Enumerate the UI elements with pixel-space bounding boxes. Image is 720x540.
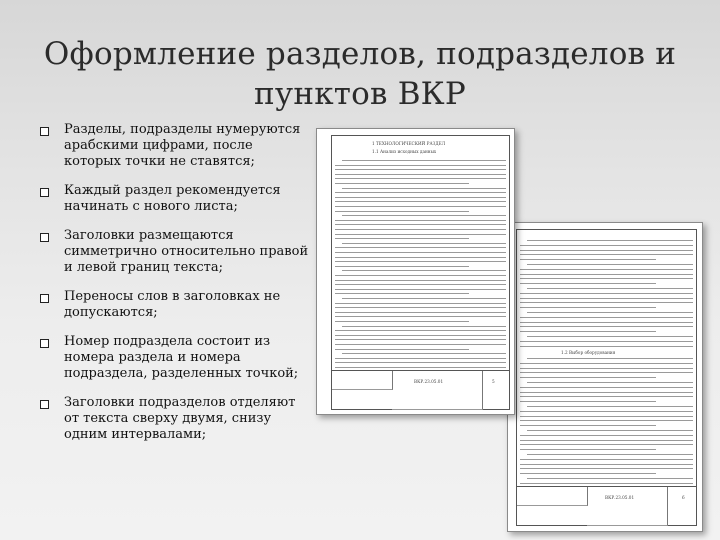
text-line xyxy=(335,197,506,198)
text-line xyxy=(527,454,693,455)
stamp-code: ВКР.23.05.01 xyxy=(414,379,444,384)
text-line xyxy=(335,293,469,294)
text-line xyxy=(335,344,506,345)
text-line xyxy=(335,349,469,350)
page-heading: 1 ТЕХНОЛОГИЧЕСКИЙ РАЗДЕЛ xyxy=(372,141,446,146)
document-page-front xyxy=(316,128,515,415)
text-line xyxy=(342,326,506,327)
text-line xyxy=(520,269,693,270)
square-bullet-icon xyxy=(40,294,49,303)
text-line xyxy=(527,430,693,431)
text-line xyxy=(520,396,693,397)
square-bullet-icon xyxy=(40,188,49,197)
text-line xyxy=(520,331,656,332)
text-line xyxy=(342,188,506,189)
text-line xyxy=(335,234,506,235)
text-line xyxy=(520,411,693,412)
text-line xyxy=(520,298,693,299)
text-line xyxy=(520,483,693,484)
text-line xyxy=(335,257,506,258)
text-line xyxy=(520,245,693,246)
text-line xyxy=(335,266,469,267)
text-line xyxy=(335,280,506,281)
text-line xyxy=(520,440,693,441)
text-line xyxy=(335,367,506,368)
text-line xyxy=(335,339,506,340)
text-line xyxy=(335,335,506,336)
bullet-text: Номер подраздела состоит из номера раздела и номера подраздела, разделенных точкой; xyxy=(64,334,299,381)
text-line xyxy=(520,468,693,469)
text-line xyxy=(520,372,693,373)
text-line xyxy=(527,478,693,479)
text-line xyxy=(527,406,693,407)
text-line xyxy=(527,358,693,359)
bullet-item xyxy=(40,395,310,443)
bullet-item xyxy=(40,228,310,276)
stamp-cell xyxy=(392,371,483,410)
text-line xyxy=(520,307,656,308)
text-line xyxy=(335,303,506,304)
text-line xyxy=(335,330,506,331)
text-line xyxy=(342,215,506,216)
text-line xyxy=(520,368,693,369)
text-line xyxy=(335,284,506,285)
text-line xyxy=(520,302,693,303)
square-bullet-icon xyxy=(40,339,49,348)
stamp-cell xyxy=(332,371,393,390)
text-line xyxy=(520,473,656,474)
bullet-item xyxy=(40,122,310,170)
stamp-sheet-number: 6 xyxy=(682,495,685,500)
text-line xyxy=(520,346,693,347)
text-line xyxy=(335,307,506,308)
text-line xyxy=(335,165,506,166)
text-line xyxy=(335,183,469,184)
text-line xyxy=(335,275,506,276)
text-line xyxy=(520,363,693,364)
text-line xyxy=(520,459,693,460)
bullet-item xyxy=(40,289,310,321)
text-line xyxy=(342,160,506,161)
title-block xyxy=(517,486,696,525)
text-line xyxy=(335,211,469,212)
text-line xyxy=(335,174,506,175)
bullet-item xyxy=(40,183,310,215)
text-line xyxy=(527,336,693,337)
square-bullet-icon xyxy=(40,233,49,242)
text-line xyxy=(335,362,506,363)
text-line xyxy=(335,289,506,290)
text-line xyxy=(520,377,656,378)
text-line xyxy=(520,392,693,393)
text-line xyxy=(520,401,656,402)
page-frame xyxy=(331,135,510,410)
text-line xyxy=(335,224,506,225)
bullet-text: Заголовки размещаются симметрично относительно правой и левой границ текста; xyxy=(64,228,309,275)
text-line xyxy=(335,206,506,207)
text-line xyxy=(335,220,506,221)
text-line xyxy=(335,229,506,230)
bullet-list xyxy=(40,122,310,456)
bullet-text: Заголовки подразделов отделяют от текста сверху двумя, снизу одним интервалами; xyxy=(64,395,296,442)
text-line xyxy=(520,317,693,318)
text-line xyxy=(520,254,693,255)
text-line xyxy=(335,247,506,248)
stamp-cell xyxy=(587,487,668,526)
bullet-item xyxy=(40,334,310,382)
text-line xyxy=(335,169,506,170)
text-line xyxy=(520,293,693,294)
text-line xyxy=(527,288,693,289)
square-bullet-icon xyxy=(40,127,49,136)
stamp-cell xyxy=(517,487,588,506)
title-block xyxy=(332,370,509,409)
stamp-code: ВКР.23.05.01 xyxy=(605,495,635,500)
text-line xyxy=(527,312,693,313)
text-line xyxy=(335,201,506,202)
text-line xyxy=(520,444,693,445)
text-line xyxy=(520,341,693,342)
bullet-text: Каждый раздел рекомендуется начинать с нового листа; xyxy=(64,183,281,214)
text-line xyxy=(520,326,693,327)
text-line xyxy=(342,243,506,244)
text-line xyxy=(520,387,693,388)
text-line xyxy=(335,252,506,253)
text-line xyxy=(520,420,693,421)
text-line xyxy=(520,250,693,251)
text-line xyxy=(335,312,506,313)
text-line xyxy=(335,321,469,322)
text-line xyxy=(342,298,506,299)
text-line xyxy=(342,270,506,271)
text-line xyxy=(520,425,656,426)
text-line xyxy=(527,264,693,265)
page-frame xyxy=(516,229,697,526)
text-line xyxy=(520,322,693,323)
slide-title: Оформление разделов, подразделов и пунктов ВКР xyxy=(43,36,677,112)
text-line xyxy=(335,178,506,179)
bullet-text: Переносы слов в заголовках не допускаются; xyxy=(64,289,281,320)
bullet-text: Разделы, подразделы нумеруются арабскими цифрами, после которых точки не ставятся; xyxy=(64,122,301,169)
document-page-back xyxy=(507,222,703,532)
text-line xyxy=(520,274,693,275)
text-line xyxy=(520,259,656,260)
page-subheading: 1.1 Анализ исходных данных xyxy=(372,149,437,154)
text-line xyxy=(520,283,656,284)
text-line xyxy=(520,278,693,279)
text-line xyxy=(520,416,693,417)
square-bullet-icon xyxy=(40,400,49,409)
text-line xyxy=(335,316,506,317)
text-line xyxy=(527,240,693,241)
stamp-sheet-number: 5 xyxy=(492,379,495,384)
text-line xyxy=(335,238,469,239)
text-line xyxy=(527,382,693,383)
text-line xyxy=(342,353,506,354)
text-line xyxy=(520,449,656,450)
text-line xyxy=(335,261,506,262)
text-line xyxy=(335,358,506,359)
text-line xyxy=(335,192,506,193)
text-line xyxy=(520,464,693,465)
text-line xyxy=(520,435,693,436)
page-subheading: 1.2 Выбор оборудования xyxy=(561,350,616,355)
